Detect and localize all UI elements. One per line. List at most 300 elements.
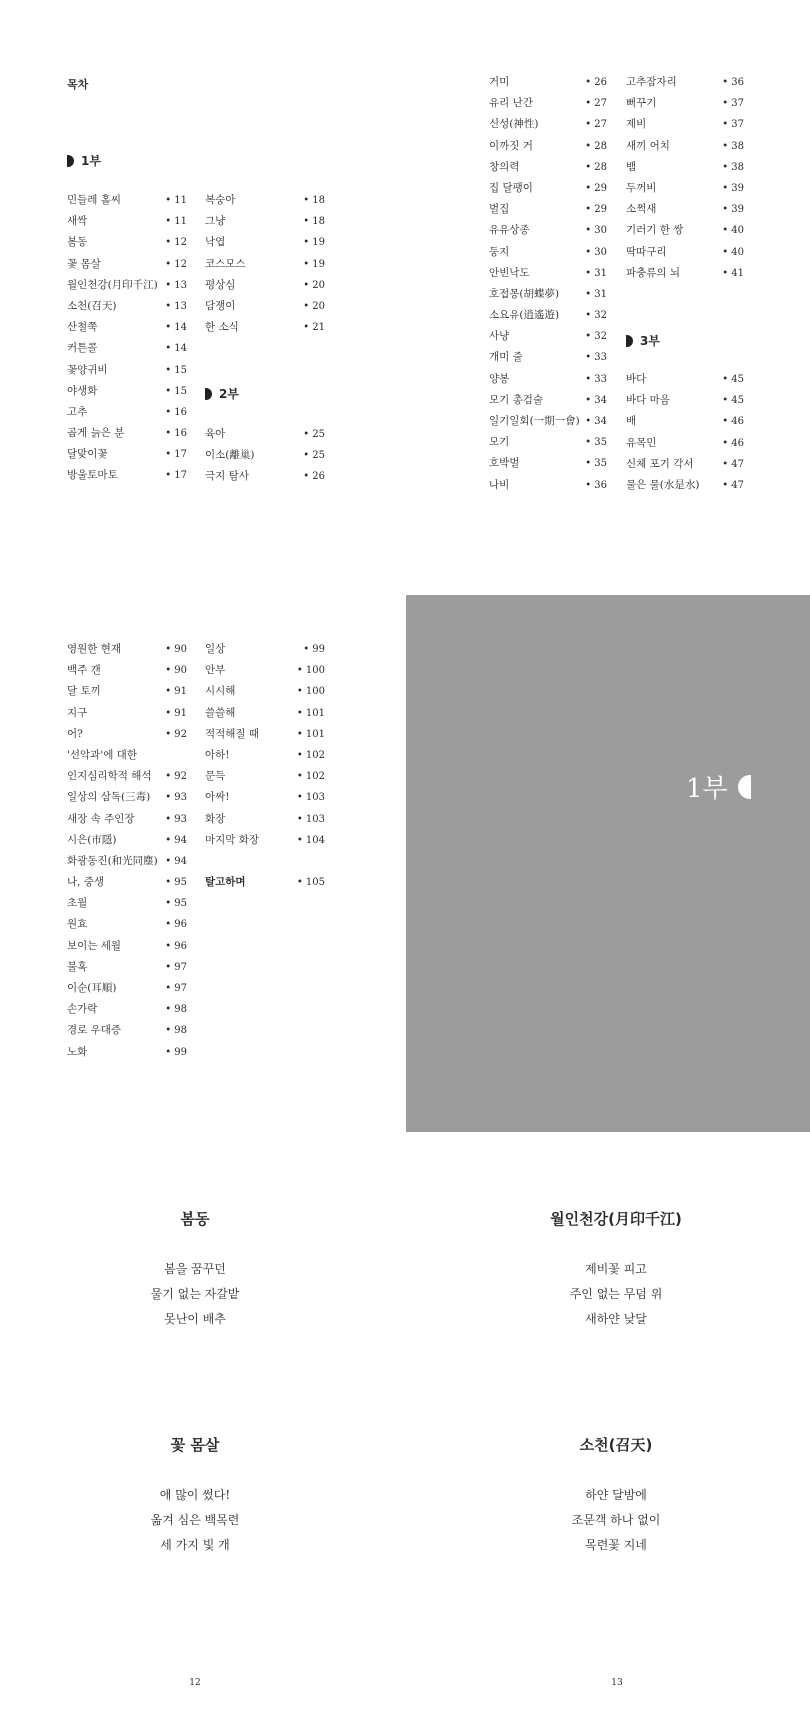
toc-entry[interactable] bbox=[489, 453, 607, 474]
toc-entry[interactable] bbox=[489, 305, 607, 326]
toc-entry[interactable] bbox=[67, 338, 187, 359]
toc-entry-title: 담쟁이 bbox=[205, 299, 236, 312]
section-divider-label: 1부 bbox=[686, 768, 751, 805]
toc-entry[interactable] bbox=[205, 445, 325, 466]
toc-entry-title: 뱀 bbox=[626, 160, 637, 173]
part-1-heading bbox=[67, 152, 101, 169]
toc-entry-title: 시은(市隱) bbox=[67, 833, 117, 846]
toc-entry[interactable] bbox=[67, 999, 187, 1020]
toc-entry[interactable] bbox=[489, 263, 607, 284]
poem-line: 세 가지 빛 개 bbox=[160, 1538, 230, 1552]
toc-entry-page: • 95 bbox=[165, 898, 187, 910]
poem-line: 새하얀 낮달 bbox=[585, 1312, 647, 1326]
toc-entry-page: • 90 bbox=[165, 644, 187, 655]
toc-entry[interactable] bbox=[205, 296, 325, 317]
poem-line: 물기 없는 자갈밭 bbox=[150, 1287, 240, 1301]
toc-entry[interactable] bbox=[67, 360, 187, 381]
toc-final-entry bbox=[205, 872, 325, 893]
toc-entry-title: 마지막 화장 bbox=[205, 833, 260, 846]
toc-entry-page: • 19 bbox=[303, 237, 325, 249]
toc-entry-page: • 32 bbox=[585, 310, 607, 322]
toc-entry[interactable] bbox=[67, 317, 187, 338]
toc-entry[interactable] bbox=[489, 347, 607, 368]
toc-entry[interactable] bbox=[205, 190, 325, 211]
toc-entry[interactable] bbox=[67, 914, 187, 935]
toc-entry-title: 쓸쓸해 bbox=[205, 706, 236, 719]
toc-entry-page: • 29 bbox=[585, 182, 607, 194]
toc-entry[interactable] bbox=[489, 326, 607, 347]
poem-line: 옮겨 심은 백목련 bbox=[150, 1513, 240, 1527]
toc-entry[interactable] bbox=[205, 639, 325, 660]
toc-entry-page: • 94 bbox=[165, 855, 187, 867]
toc-entry[interactable] bbox=[205, 766, 325, 787]
toc-entry-title: 커튼콜 bbox=[67, 342, 98, 355]
toc-entry[interactable] bbox=[489, 178, 607, 199]
toc-entry-page: • 95 bbox=[165, 877, 187, 889]
toc-entry-title: 호박벌 bbox=[489, 457, 520, 470]
toc-entry-page: • 36 bbox=[722, 77, 744, 88]
toc-entry[interactable] bbox=[626, 369, 744, 390]
toc-entry-title: 나, 중생 bbox=[67, 876, 105, 889]
toc-entry-page: • 30 bbox=[585, 225, 607, 237]
toc-entry[interactable] bbox=[67, 787, 187, 808]
toc-entry-title: 한 소식 bbox=[205, 321, 239, 334]
toc-entry-page: • 45 bbox=[722, 374, 744, 385]
toc-entry-page: • 37 bbox=[722, 98, 744, 110]
toc-entry[interactable] bbox=[205, 254, 325, 275]
toc-entry[interactable] bbox=[626, 136, 744, 157]
toc-entry-page: • 12 bbox=[165, 258, 187, 270]
toc-entry-page: • 39 bbox=[722, 182, 744, 194]
toc-entry-title: 평상심 bbox=[205, 278, 236, 291]
toc-entry-title: 어? bbox=[67, 727, 83, 740]
toc-entry-page: • 32 bbox=[585, 331, 607, 343]
toc-entry-title: 백주 갠 bbox=[67, 664, 101, 677]
toc-entry-title: 유유상종 bbox=[489, 224, 530, 237]
toc-entry[interactable] bbox=[67, 936, 187, 957]
toc-entry-title: 코스모스 bbox=[205, 257, 246, 270]
section-divider-panel bbox=[406, 595, 810, 1132]
toc-entry[interactable] bbox=[205, 317, 325, 338]
toc-entry[interactable] bbox=[489, 199, 607, 220]
toc-entry[interactable] bbox=[67, 809, 187, 830]
toc-entry-page: • 11 bbox=[165, 216, 187, 228]
toc-entry-page: • 18 bbox=[303, 195, 325, 206]
toc-entry-title: 달맞이꽃 bbox=[67, 448, 108, 461]
toc-entry-page: • 38 bbox=[722, 161, 744, 173]
toc-entry-page: • 26 bbox=[303, 471, 325, 483]
toc-entry-title: 낙엽 bbox=[205, 236, 226, 249]
toc-entry-page: • 34 bbox=[585, 416, 607, 427]
toc-entry-page: • 26 bbox=[585, 77, 607, 88]
toc-entry-page: • 15 bbox=[165, 364, 187, 376]
toc-entry-page: • 13 bbox=[165, 300, 187, 312]
poem-wolincheongang bbox=[466, 1208, 766, 1332]
toc-entry-title: 모기 bbox=[489, 436, 510, 449]
toc-entry[interactable] bbox=[205, 232, 325, 253]
toc-entry-title: 야생화 bbox=[67, 384, 98, 397]
toc-entry-title: 집 달팽이 bbox=[489, 181, 533, 194]
toc-entry-title: 고추잠자리 bbox=[626, 76, 677, 88]
toc-column-part2-a bbox=[489, 72, 607, 496]
toc-entry-page: • 97 bbox=[165, 983, 187, 994]
poem-line: 조문객 하나 없이 bbox=[571, 1513, 661, 1527]
toc-entry[interactable] bbox=[67, 1042, 187, 1063]
toc-entry[interactable] bbox=[626, 411, 744, 432]
toc-entry-page: • 14 bbox=[165, 322, 187, 334]
toc-entry-page: • 91 bbox=[165, 686, 187, 698]
toc-entry[interactable] bbox=[67, 190, 187, 211]
toc-entry[interactable] bbox=[205, 787, 325, 808]
toc-entry-page: • 100 bbox=[296, 665, 325, 677]
toc-entry-title: 육아 bbox=[205, 428, 226, 440]
half-moon-icon bbox=[205, 388, 212, 400]
toc-entry[interactable] bbox=[489, 72, 607, 93]
toc-entry-title: 꽃 몸살 bbox=[67, 257, 101, 270]
toc-entry-page: • 18 bbox=[303, 216, 325, 228]
toc-entry-page: • 25 bbox=[303, 429, 325, 440]
toc-entry[interactable] bbox=[489, 369, 607, 390]
toc-entry[interactable] bbox=[626, 475, 744, 496]
toc-entry-title: 유리 난간 bbox=[489, 97, 533, 110]
toc-entry-title: 일기일회(一期一會) bbox=[489, 415, 580, 427]
toc-entry-page: • 103 bbox=[296, 813, 325, 825]
half-moon-icon bbox=[738, 775, 751, 799]
poem-socheon bbox=[466, 1434, 766, 1558]
toc-entry-page: • 40 bbox=[722, 225, 744, 237]
poem-line: 주인 없는 무덤 위 bbox=[569, 1287, 663, 1301]
toc-entry[interactable] bbox=[67, 851, 187, 872]
toc-entry[interactable]: 탈고하며 • 105 bbox=[205, 876, 325, 888]
toc-entry-page: • 92 bbox=[165, 771, 187, 783]
toc-entry-page: • 96 bbox=[165, 919, 187, 931]
toc-entry-title: 일상 bbox=[205, 643, 226, 655]
toc-entry[interactable] bbox=[489, 242, 607, 263]
toc-entry[interactable] bbox=[489, 284, 607, 305]
toc-entry[interactable] bbox=[626, 72, 744, 93]
toc-entry-title: 안부 bbox=[205, 664, 226, 677]
toc-entry-page: • 38 bbox=[722, 140, 744, 152]
toc-entry-page: • 17 bbox=[165, 470, 187, 482]
toc-entry-page: • 35 bbox=[585, 458, 607, 470]
toc-entry-title: 나비 bbox=[489, 478, 510, 491]
toc-entry-page: • 92 bbox=[165, 728, 187, 740]
half-moon-icon bbox=[67, 155, 74, 167]
toc-entry-page: • 27 bbox=[585, 98, 607, 110]
toc-entry[interactable] bbox=[67, 232, 187, 253]
toc-entry[interactable] bbox=[67, 381, 187, 402]
toc-entry[interactable] bbox=[67, 1020, 187, 1041]
toc-entry-page: • 37 bbox=[722, 119, 744, 131]
part-1-label: 1부 bbox=[81, 154, 101, 168]
toc-entry-page: • 35 bbox=[585, 437, 607, 449]
toc-entry-page: • 12 bbox=[165, 237, 187, 249]
toc-entry-title: 경로 우대증 bbox=[67, 1024, 122, 1037]
toc-entry-title: 극지 탐사 bbox=[205, 470, 249, 483]
toc-entry-page: • 91 bbox=[165, 707, 187, 719]
toc-entry[interactable] bbox=[67, 724, 187, 745]
toc-entry-title: 고추 bbox=[67, 405, 88, 418]
toc-entry-page: • 102 bbox=[296, 749, 325, 761]
toc-column-part1-b bbox=[205, 190, 325, 338]
toc-entry[interactable] bbox=[67, 703, 187, 724]
toc-entry-title: 신성(神性) bbox=[489, 118, 539, 131]
toc-entry-title: 바다 마음 bbox=[626, 394, 670, 407]
poem-title: 소천(召天) bbox=[579, 1436, 653, 1454]
toc-entry[interactable] bbox=[626, 199, 744, 220]
toc-entry-page: • 28 bbox=[585, 140, 607, 152]
toc-entry-title: 복숭아 bbox=[205, 194, 236, 206]
toc-entry[interactable] bbox=[205, 830, 325, 851]
toc-entry[interactable] bbox=[489, 93, 607, 114]
toc-entry-page: • 25 bbox=[303, 450, 325, 462]
toc-entry-title: 새끼 어치 bbox=[626, 139, 670, 152]
toc-entry-title: 아하! bbox=[205, 748, 230, 761]
toc-entry-page: • 94 bbox=[165, 834, 187, 846]
toc-entry-title: 안빈낙도 bbox=[489, 266, 530, 279]
toc-entry[interactable] bbox=[67, 978, 187, 999]
toc-entry[interactable] bbox=[67, 465, 187, 486]
page-number-left: 12 bbox=[189, 1678, 201, 1688]
toc-entry-title: 양봉 bbox=[489, 372, 510, 385]
toc-entry[interactable] bbox=[205, 424, 325, 445]
toc-entry[interactable] bbox=[489, 136, 607, 157]
toc-entry-title: 영원한 현재 bbox=[67, 643, 122, 655]
toc-entry-title: 호접몽(胡蝶夢) bbox=[489, 287, 560, 300]
toc-entry-title: 두꺼비 bbox=[626, 181, 657, 194]
poem-title: 월인천강(月印千江) bbox=[550, 1210, 682, 1228]
toc-entry[interactable] bbox=[626, 178, 744, 199]
toc-entry-page: • 46 bbox=[722, 437, 744, 449]
toc-entry[interactable] bbox=[489, 390, 607, 411]
toc-entry-page: • 40 bbox=[722, 246, 744, 258]
toc-entry-page: • 96 bbox=[165, 940, 187, 952]
toc-entry[interactable] bbox=[205, 211, 325, 232]
toc-entry-page: • 45 bbox=[722, 395, 744, 407]
toc-entry-page: • 98 bbox=[165, 1025, 187, 1037]
toc-entry-title: 아싸! bbox=[205, 791, 230, 804]
toc-entry-title: 신체 포기 각서 bbox=[626, 457, 694, 470]
toc-entry[interactable] bbox=[489, 475, 607, 496]
toc-entry[interactable] bbox=[626, 263, 744, 284]
toc-entry[interactable] bbox=[67, 872, 187, 893]
toc-entry-page: • 93 bbox=[165, 792, 187, 804]
toc-entry-page: • 14 bbox=[165, 343, 187, 355]
toc-entry-page: • 39 bbox=[722, 204, 744, 216]
toc-entry[interactable] bbox=[626, 242, 744, 263]
poem-line: 못난이 배추 bbox=[164, 1312, 226, 1326]
toc-entry-title: 인지심리학적 해석 bbox=[67, 770, 152, 783]
page-number-right: 13 bbox=[611, 1678, 623, 1688]
toc-entry-title: 이소(離巢) bbox=[205, 449, 255, 462]
toc-entry[interactable] bbox=[489, 432, 607, 453]
toc-entry-title: 산철쭉 bbox=[67, 321, 98, 334]
toc-entry[interactable] bbox=[67, 957, 187, 978]
toc-entry-title: '선악과'에 대한 bbox=[67, 748, 137, 761]
toc-entry-page: • 13 bbox=[165, 279, 187, 291]
toc-entry[interactable] bbox=[67, 423, 187, 444]
toc-entry-page: • 101 bbox=[296, 707, 325, 719]
toc-entry-title: 화광동진(和光同塵) bbox=[67, 854, 158, 867]
toc-entry[interactable] bbox=[489, 114, 607, 135]
toc-entry-page: • 11 bbox=[165, 195, 187, 206]
toc-entry-title: 달 토끼 bbox=[67, 685, 101, 698]
toc-entry-title: 딱따구리 bbox=[626, 245, 667, 258]
poem-title: 꽃 몸살 bbox=[170, 1436, 220, 1454]
toc-entry[interactable] bbox=[205, 466, 325, 487]
toc-column-part2-b bbox=[626, 72, 744, 284]
toc-entry[interactable] bbox=[626, 114, 744, 135]
poem-line: 애 많이 썼다! bbox=[159, 1488, 231, 1502]
toc-entry-title: 기러기 한 쌍 bbox=[626, 224, 684, 237]
toc-entry[interactable] bbox=[626, 93, 744, 114]
toc-entry-title: 지구 bbox=[67, 706, 88, 719]
toc-entry-page: • 16 bbox=[165, 428, 187, 440]
toc-entry-title: 봄동 bbox=[67, 236, 88, 249]
toc-entry[interactable] bbox=[67, 639, 187, 660]
toc-entry-title: 불혹 bbox=[67, 960, 88, 973]
toc-entry[interactable] bbox=[626, 433, 744, 454]
toc-entry[interactable] bbox=[67, 254, 187, 275]
toc-entry-page: • 31 bbox=[585, 267, 607, 279]
toc-column-late-b bbox=[205, 639, 325, 851]
toc-entry-title: 거미 bbox=[489, 76, 510, 88]
toc-entry-page: • 102 bbox=[296, 771, 325, 783]
toc-entry-page: • 46 bbox=[722, 416, 744, 428]
toc-entry[interactable] bbox=[205, 275, 325, 296]
toc-entry[interactable] bbox=[67, 745, 187, 766]
toc-entry[interactable] bbox=[489, 220, 607, 241]
toc-entry-title: 둥지 bbox=[489, 245, 510, 258]
toc-entry[interactable] bbox=[67, 660, 187, 681]
toc-entry-page: • 99 bbox=[303, 644, 325, 655]
toc-entry-title: 파충류의 뇌 bbox=[626, 266, 681, 279]
toc-entry-page: • 28 bbox=[585, 161, 607, 173]
toc-entry-page: • 31 bbox=[585, 288, 607, 300]
poem-title: 봄동 bbox=[180, 1210, 210, 1228]
toc-entry[interactable] bbox=[626, 157, 744, 178]
toc-entry-title: 개미 줄 bbox=[489, 351, 523, 364]
toc-entry-page: • 90 bbox=[165, 665, 187, 677]
toc-entry-page: • 15 bbox=[165, 385, 187, 397]
toc-entry-title: 유목민 bbox=[626, 436, 657, 449]
toc-entry-page: • 16 bbox=[165, 406, 187, 418]
toc-entry[interactable] bbox=[67, 402, 187, 423]
toc-entry[interactable] bbox=[67, 893, 187, 914]
part-2-label: 2부 bbox=[219, 387, 239, 401]
toc-entry-title: 이순(耳順) bbox=[67, 982, 117, 994]
toc-entry-title: 그냥 bbox=[205, 215, 226, 228]
half-moon-icon bbox=[626, 335, 633, 347]
part-3-heading bbox=[626, 332, 660, 349]
poem-line: 봄을 꿈꾸던 bbox=[164, 1262, 226, 1276]
toc-entry-page: • 104 bbox=[296, 834, 325, 846]
toc-entry[interactable] bbox=[67, 211, 187, 232]
toc-entry[interactable] bbox=[67, 296, 187, 317]
toc-entry-title: 소쩍새 bbox=[626, 203, 657, 216]
toc-entry[interactable] bbox=[205, 745, 325, 766]
toc-entry[interactable] bbox=[626, 454, 744, 475]
toc-entry-title: 초월 bbox=[67, 897, 88, 910]
toc-entry-page: • 21 bbox=[303, 322, 325, 334]
toc-entry-page: • 93 bbox=[165, 813, 187, 825]
toc-entry-page: • 98 bbox=[165, 1004, 187, 1016]
toc-entry[interactable] bbox=[489, 157, 607, 178]
toc-entry-title: 손가락 bbox=[67, 1003, 98, 1016]
toc-entry-title: 새장 속 주인장 bbox=[67, 812, 135, 825]
toc-entry-page: • 17 bbox=[165, 449, 187, 461]
toc-entry[interactable] bbox=[489, 411, 607, 432]
part-2-heading bbox=[205, 385, 239, 402]
toc-entry-page: • 36 bbox=[585, 479, 607, 491]
toc-entry-title: 바다 bbox=[626, 373, 647, 385]
toc-entry-title: 새싹 bbox=[67, 215, 88, 228]
toc-entry[interactable] bbox=[205, 809, 325, 830]
toc-entry-page: • 33 bbox=[585, 373, 607, 385]
toc-entry-title: 뻐꾸기 bbox=[626, 97, 657, 110]
toc-entry-title: 일상의 삼독(三毒) bbox=[67, 791, 151, 804]
toc-title: 목차 bbox=[67, 78, 89, 91]
toc-entry[interactable] bbox=[626, 390, 744, 411]
toc-entry[interactable] bbox=[205, 724, 325, 745]
toc-entry-page: • 27 bbox=[585, 119, 607, 131]
toc-entry[interactable] bbox=[67, 275, 187, 296]
toc-entry-title: 시시해 bbox=[205, 685, 236, 698]
toc-entry[interactable] bbox=[67, 444, 187, 465]
toc-entry[interactable] bbox=[205, 703, 325, 724]
toc-entry-page: • 100 bbox=[296, 686, 325, 698]
toc-entry-page: • 20 bbox=[303, 279, 325, 291]
toc-entry-page: • 20 bbox=[303, 300, 325, 312]
toc-entry[interactable] bbox=[626, 220, 744, 241]
toc-entry-title: 노화 bbox=[67, 1045, 88, 1058]
toc-column-part3 bbox=[626, 369, 744, 496]
toc-column-late-a bbox=[67, 639, 187, 1063]
toc-entry-title: 이까짓 거 bbox=[489, 139, 533, 152]
toc-entry[interactable] bbox=[67, 681, 187, 702]
toc-entry-title: 원효 bbox=[67, 918, 88, 931]
poem-kkotmomsal bbox=[45, 1434, 345, 1558]
toc-entry-title: 곱게 늙은 분 bbox=[67, 427, 125, 440]
poem-bomdong bbox=[45, 1208, 345, 1332]
toc-entry[interactable] bbox=[67, 830, 187, 851]
toc-entry-title: 민들레 홀씨 bbox=[67, 194, 122, 206]
toc-entry-title: 보이는 세월 bbox=[67, 939, 122, 952]
toc-entry[interactable] bbox=[205, 681, 325, 702]
toc-entry-title: 월인천강(月印千江) bbox=[67, 278, 158, 291]
toc-entry-page: • 47 bbox=[722, 458, 744, 470]
toc-entry-title: 모기 총검술 bbox=[489, 393, 544, 406]
toc-entry-page: • 101 bbox=[296, 728, 325, 740]
toc-entry-title: 사냥 bbox=[489, 330, 510, 343]
toc-entry-title: 방울토마토 bbox=[67, 469, 118, 482]
toc-entry[interactable] bbox=[205, 660, 325, 681]
toc-entry-page: • 103 bbox=[296, 792, 325, 804]
toc-entry-title: 창의력 bbox=[489, 160, 520, 173]
toc-entry-page: • 97 bbox=[165, 961, 187, 973]
toc-entry-page: • 41 bbox=[722, 267, 744, 279]
toc-column-part1-a bbox=[67, 190, 187, 487]
toc-entry-page: • 19 bbox=[303, 258, 325, 270]
toc-entry[interactable] bbox=[67, 766, 187, 787]
toc-entry-title: 적적해질 때 bbox=[205, 727, 260, 740]
toc-entry-title: 꽃양귀비 bbox=[67, 363, 108, 376]
toc-column-part2-start bbox=[205, 424, 325, 488]
poem-line: 제비꽃 피고 bbox=[585, 1262, 647, 1276]
toc-entry-title: 문득 bbox=[205, 770, 226, 783]
part-3-label: 3부 bbox=[640, 334, 660, 348]
toc-entry-title: 화장 bbox=[205, 812, 226, 825]
